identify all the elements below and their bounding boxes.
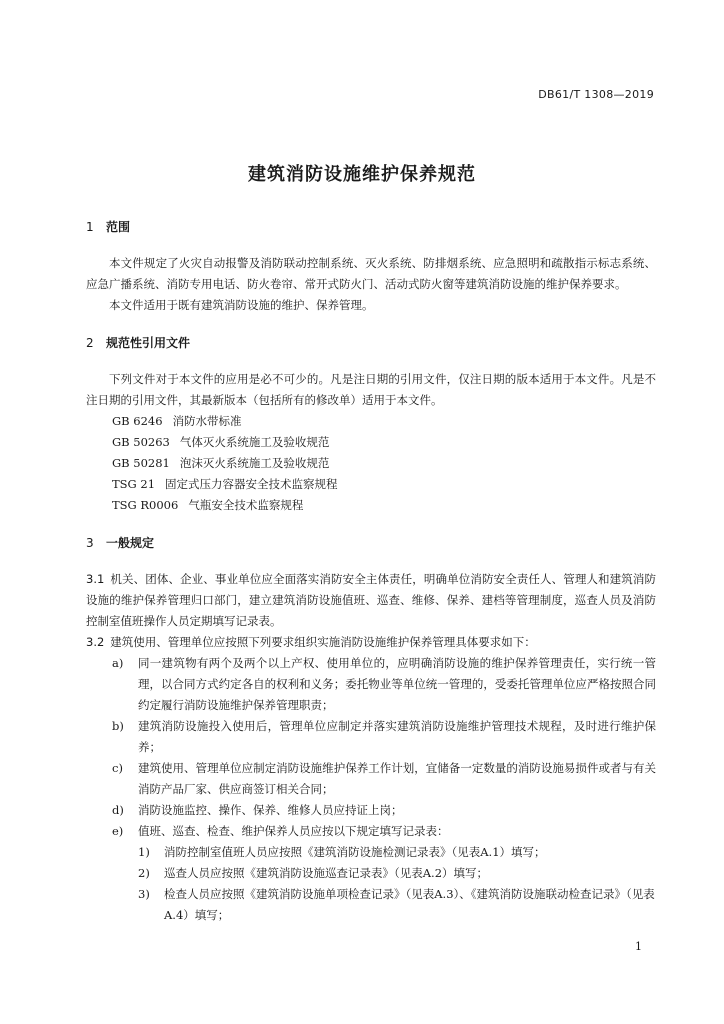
reference-name: 固定式压力容器安全技术监察规程 [165, 477, 338, 491]
section-2-heading [86, 334, 656, 351]
reference-code: GB 50281 [112, 456, 170, 470]
document-body [86, 218, 656, 926]
reference-item [86, 411, 656, 432]
list-item [86, 758, 656, 800]
reference-item [86, 453, 656, 474]
list-item-marker: c) [112, 761, 123, 775]
reference-item [86, 474, 656, 495]
standard-code: DB61/T 1308—2019 [538, 88, 654, 101]
list-item [86, 716, 656, 758]
list-item-marker: a) [112, 656, 124, 670]
sub-list-item-text: 巡查人员应按照《建筑消防设施巡查记录表》（见表A.2）填写； [164, 866, 489, 880]
clause-3-2 [86, 632, 656, 653]
sub-list-item [86, 884, 656, 926]
section-1-number: 1 [86, 220, 94, 234]
list-item-text: 消防设施监控、操作、保养、维修人员应持证上岗； [138, 803, 403, 817]
section-3-title: 一般规定 [106, 536, 155, 550]
sub-list-item-text: 检查人员应按照《建筑消防设施单项检查记录》（见表A.3）、《建筑消防设施联动检查记录》（见表A.4）填写； [164, 887, 655, 922]
section-3-heading [86, 534, 656, 551]
section-1-para-1: 本文件规定了火灾自动报警及消防联动控制系统、灭火系统、防排烟系统、应急照明和疏散指示标志系统、应急广播系统、消防专用电话、防火卷帘、常开式防火门、活动式防火窗等建筑消防设施的维护保养要求。 [86, 256, 656, 291]
list-item [86, 800, 656, 821]
reference-code: TSG R0006 [112, 498, 179, 512]
list-item-marker: b) [112, 719, 124, 733]
list-item-marker: d) [112, 803, 124, 817]
list-item [86, 653, 656, 716]
sub-list-item-marker: 2) [138, 866, 150, 880]
clause-3-1-text: 机关、团体、企业、事业单位应全面落实消防安全主体责任，明确单位消防安全责任人、管理人和建筑消防设施的维护保养管理归口部门，建立建筑消防设施值班、巡查、维修、保养、建档等管理制度，巡查人员及消防控制室值班操作人员定期填写记录表。 [86, 572, 656, 628]
section-2-intro: 下列文件对于本文件的应用是必不可少的。凡是注日期的引用文件，仅注日期的版本适用于本文件。凡是不注日期的引用文件，其最新版本（包括所有的修改单）适用于本文件。 [86, 372, 656, 407]
clause-3-1-number: 3.1 [86, 572, 105, 586]
sub-list-item [86, 863, 656, 884]
reference-code: GB 50263 [112, 435, 170, 449]
sub-list-item-marker: 1) [138, 845, 150, 859]
reference-item [86, 495, 656, 516]
list-item-text: 建筑使用、管理单位应制定消防设施维护保养工作计划，宜储备一定数量的消防设施易损件或者与有关消防产品厂家、供应商签订相关合同； [138, 761, 656, 796]
sub-list-item-text: 消防控制室值班人员应按照《建筑消防设施检测记录表》（见表A.1）填写； [164, 845, 546, 859]
reference-name: 消防水带标准 [172, 414, 242, 428]
document-title: 建筑消防设施维护保养规范 [248, 164, 476, 185]
reference-name: 气瓶安全技术监察规程 [188, 498, 304, 512]
list-item-marker: e) [112, 824, 124, 838]
section-1-para-2: 本文件适用于既有建筑消防设施的维护、保养管理。 [109, 298, 374, 312]
clause-3-2-text: 建筑使用、管理单位应按照下列要求组织实施消防设施维护保养管理具体要求如下： [110, 635, 536, 649]
reference-code: TSG 21 [112, 477, 156, 491]
list-item [86, 821, 656, 842]
reference-item [86, 432, 656, 453]
list-item-text: 建筑消防设施投入使用后，管理单位应制定并落实建筑消防设施维护管理技术规程，及时进行维护保养； [138, 719, 656, 754]
list-item-text: 值班、巡查、检查、维护保养人员应按以下规定填写记录表： [138, 824, 449, 838]
section-3-number: 3 [86, 536, 94, 550]
clause-3-1 [86, 569, 656, 632]
sub-list-item [86, 842, 656, 863]
list-item-text: 同一建筑物有两个及两个以上产权、使用单位的，应明确消防设施的维护保养管理责任，实行统一管理，以合同方式约定各自的权利和义务；委托物业等单位统一管理的，受委托管理单位应严格按照合同约定履行消防设施维护保养管理职责； [138, 656, 656, 712]
clause-3-2-number: 3.2 [86, 635, 105, 649]
section-1-title: 范围 [106, 220, 131, 234]
section-2-title: 规范性引用文件 [106, 336, 191, 350]
section-2-number: 2 [86, 336, 94, 350]
reference-name: 泡沫灭火系统施工及验收规范 [179, 456, 330, 470]
page-number: 1 [635, 940, 642, 953]
sub-list-item-marker: 3) [138, 887, 150, 901]
section-1-heading [86, 218, 656, 235]
reference-name: 气体灭火系统施工及验收规范 [179, 435, 330, 449]
reference-code: GB 6246 [112, 414, 163, 428]
